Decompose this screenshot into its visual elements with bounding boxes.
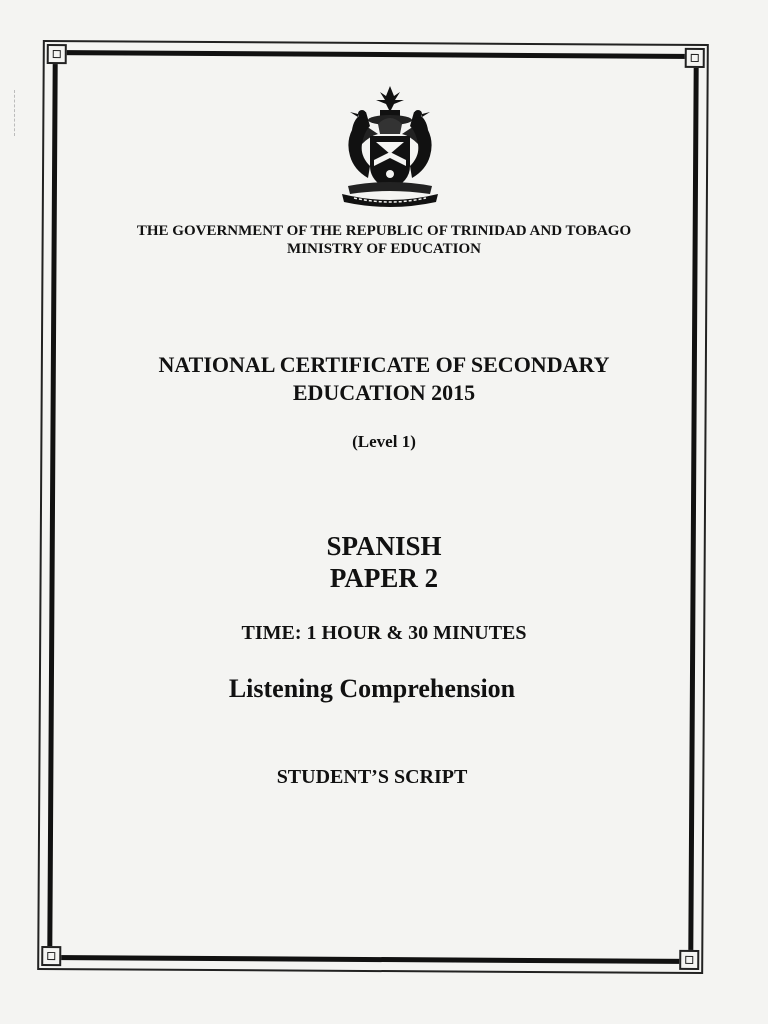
- paper-number: PAPER 2: [329, 563, 439, 593]
- ministry-name: MINISTRY OF EDUCATION: [287, 241, 481, 257]
- exam-level: (Level 1): [352, 432, 416, 451]
- exam-title-line-2: EDUCATION 2015: [292, 380, 476, 405]
- time-allowed: TIME: 1 HOUR & 30 MINUTES: [241, 622, 527, 644]
- government-heading: [84, 222, 684, 258]
- coat-of-arms-icon: [326, 82, 454, 210]
- section-title: Listening Comprehension: [228, 674, 516, 703]
- exam-title-line-1: NATIONAL CERTIFICATE OF SECONDARY: [158, 352, 610, 377]
- subject-block: [84, 530, 684, 594]
- subject-name: SPANISH: [326, 531, 442, 561]
- exam-title: [84, 351, 684, 407]
- document-type: STUDENT’S SCRIPT: [276, 766, 468, 788]
- government-name: THE GOVERNMENT OF THE REPUBLIC OF TRINIDAD AND TOBAGO: [136, 223, 632, 239]
